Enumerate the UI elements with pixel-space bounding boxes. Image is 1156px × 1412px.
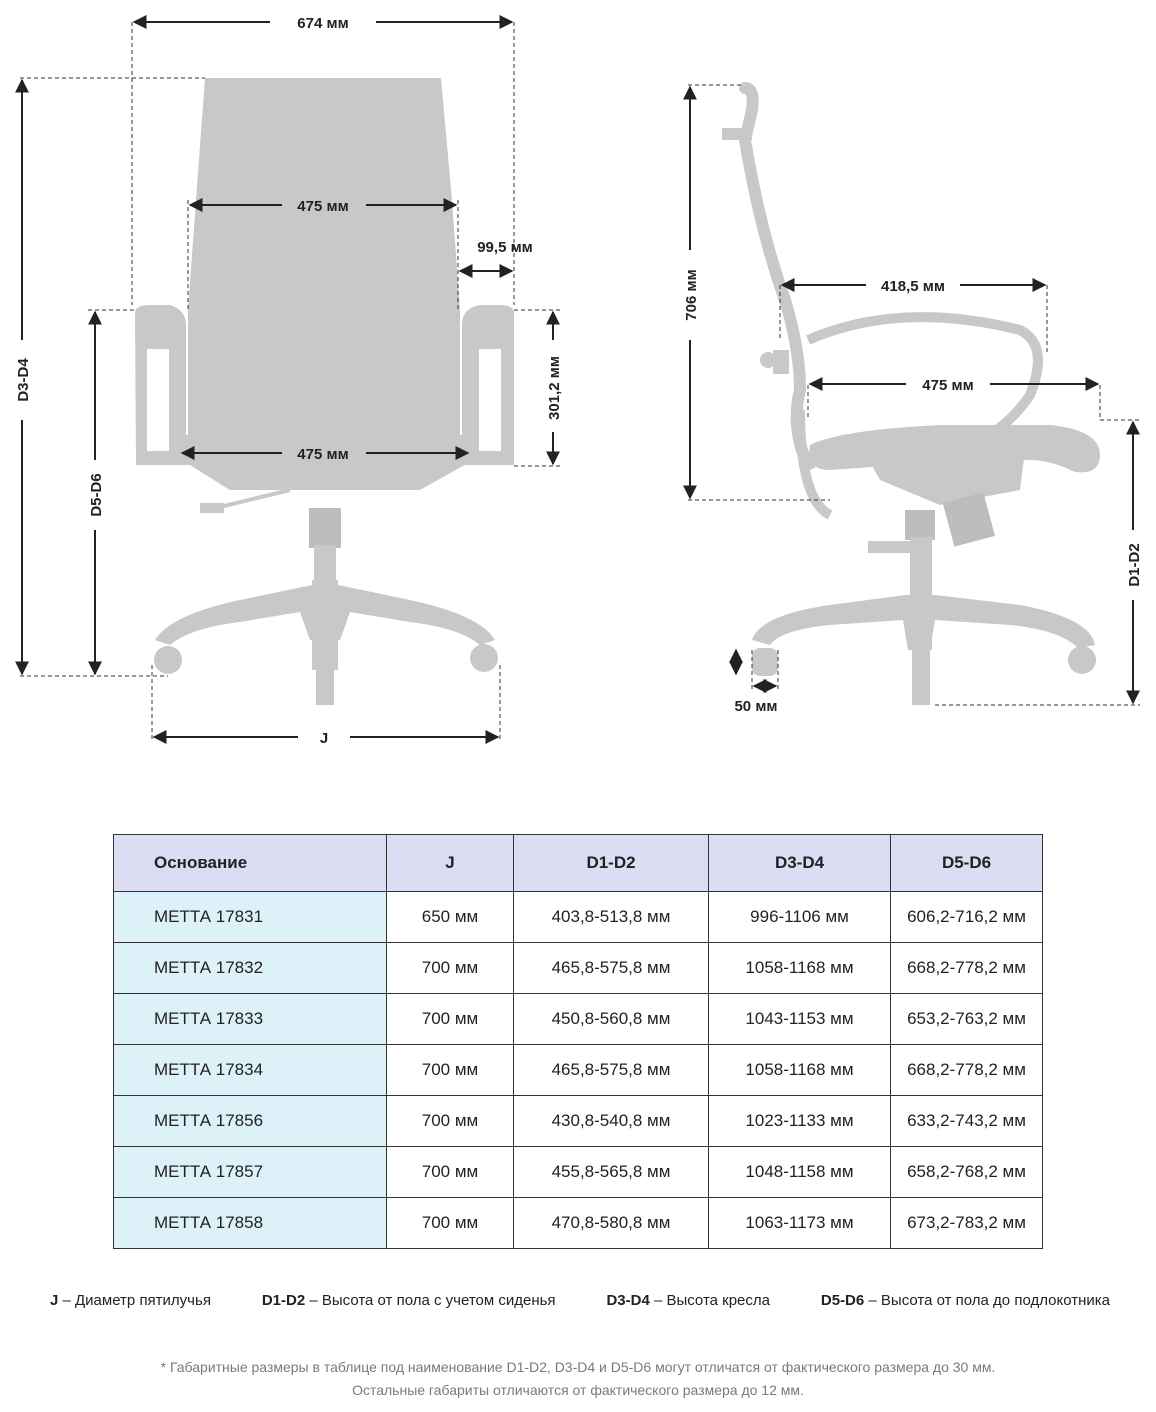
table-row xyxy=(114,1198,1043,1249)
col-header-base: Основание xyxy=(114,835,387,892)
legend xyxy=(50,1292,1110,1309)
legend-item-d5-d6: D5-D6 – Высота от пола до подлокотника xyxy=(820,1292,1110,1309)
cell-d1-d2: 470,8-580,8 мм xyxy=(514,1198,709,1249)
side-view-chair xyxy=(722,88,1100,705)
cell-d5-d6: 653,2-763,2 мм xyxy=(891,994,1043,1045)
cell-d3-d4: 1058-1168 мм xyxy=(709,943,891,994)
cell-d3-d4: 996-1106 мм xyxy=(709,892,891,943)
dim-back-depth: 418,5 мм xyxy=(881,278,945,295)
cell-base: МЕТТА 17832 xyxy=(114,943,387,994)
footnote-tolerance-table: * Габаритные размеры в таблице под наименование D1-D2, D3-D4 и D5-D6 могут отличатся от фактического размера до 30 мм. xyxy=(160,1359,996,1375)
legend-item-d3-d4: D3-D4 – Высота кресла xyxy=(606,1292,770,1309)
cell-j: 700 мм xyxy=(387,1198,514,1249)
cell-d1-d2: 430,8-540,8 мм xyxy=(514,1096,709,1147)
cell-d3-d4: 1023-1133 мм xyxy=(709,1096,891,1147)
cell-d5-d6: 673,2-783,2 мм xyxy=(891,1198,1043,1249)
cell-base: МЕТТА 17834 xyxy=(114,1045,387,1096)
table-row xyxy=(114,1147,1043,1198)
cell-j: 700 мм xyxy=(387,1096,514,1147)
cell-d1-d2: 455,8-565,8 мм xyxy=(514,1147,709,1198)
cell-d5-d6: 606,2-716,2 мм xyxy=(891,892,1043,943)
legend-item-d1-d2: D1-D2 – Высота от пола с учетом сиденья xyxy=(261,1292,556,1309)
cell-d5-d6: 633,2-743,2 мм xyxy=(891,1096,1043,1147)
cell-d3-d4: 1063-1173 мм xyxy=(709,1198,891,1249)
dim-d1-d2: D1-D2 xyxy=(1126,543,1143,587)
cell-d5-d6: 668,2-778,2 мм xyxy=(891,943,1043,994)
cell-base: МЕТТА 17831 xyxy=(114,892,387,943)
dim-d3-d4: D3-D4 xyxy=(15,358,32,402)
cell-j: 650 мм xyxy=(387,892,514,943)
col-header-d5-d6: D5-D6 xyxy=(891,835,1043,892)
dim-width-total: 674 мм xyxy=(297,15,349,32)
cell-base: МЕТТА 17858 xyxy=(114,1198,387,1249)
table-row xyxy=(114,1045,1043,1096)
cell-base: МЕТТА 17833 xyxy=(114,994,387,1045)
table-row xyxy=(114,943,1043,994)
cell-d1-d2: 403,8-513,8 мм xyxy=(514,892,709,943)
cell-d3-d4: 1058-1168 мм xyxy=(709,1045,891,1096)
dim-seat-width: 475 мм xyxy=(297,446,349,463)
dim-armrest-offset: 99,5 мм xyxy=(477,239,533,256)
dim-armrest-height: 301,2 мм xyxy=(546,356,563,420)
table-header-row xyxy=(114,835,1043,892)
footnote-tolerance-other: Остальные габариты отличаются от фактического размера до 12 мм. xyxy=(352,1382,804,1398)
legend-item-j: J – Диаметр пятилучья xyxy=(50,1292,211,1309)
cell-d5-d6: 658,2-768,2 мм xyxy=(891,1147,1043,1198)
table-row xyxy=(114,1096,1043,1147)
footnotes xyxy=(0,1356,1156,1402)
cell-d1-d2: 450,8-560,8 мм xyxy=(514,994,709,1045)
dim-caster: 50 мм xyxy=(734,698,778,715)
cell-j: 700 мм xyxy=(387,994,514,1045)
cell-base: МЕТТА 17856 xyxy=(114,1096,387,1147)
dim-back-width: 475 мм xyxy=(297,198,349,215)
col-header-d1-d2: D1-D2 xyxy=(514,835,709,892)
table-row xyxy=(114,994,1043,1045)
dim-back-height: 706 мм xyxy=(683,269,700,321)
cell-j: 700 мм xyxy=(387,1045,514,1096)
front-view-chair xyxy=(135,78,514,705)
cell-d1-d2: 465,8-575,8 мм xyxy=(514,1045,709,1096)
cell-d3-d4: 1043-1153 мм xyxy=(709,994,891,1045)
cell-d1-d2: 465,8-575,8 мм xyxy=(514,943,709,994)
cell-j: 700 мм xyxy=(387,943,514,994)
cell-d3-d4: 1048-1158 мм xyxy=(709,1147,891,1198)
cell-j: 700 мм xyxy=(387,1147,514,1198)
dim-seat-depth: 475 мм xyxy=(922,377,974,394)
specs-table xyxy=(113,834,1043,1249)
col-header-d3-d4: D3-D4 xyxy=(709,835,891,892)
dim-j: J xyxy=(319,730,329,747)
table-row xyxy=(114,892,1043,943)
col-header-j: J xyxy=(387,835,514,892)
cell-base: МЕТТА 17857 xyxy=(114,1147,387,1198)
dim-d5-d6: D5-D6 xyxy=(88,473,105,517)
cell-d5-d6: 668,2-778,2 мм xyxy=(891,1045,1043,1096)
